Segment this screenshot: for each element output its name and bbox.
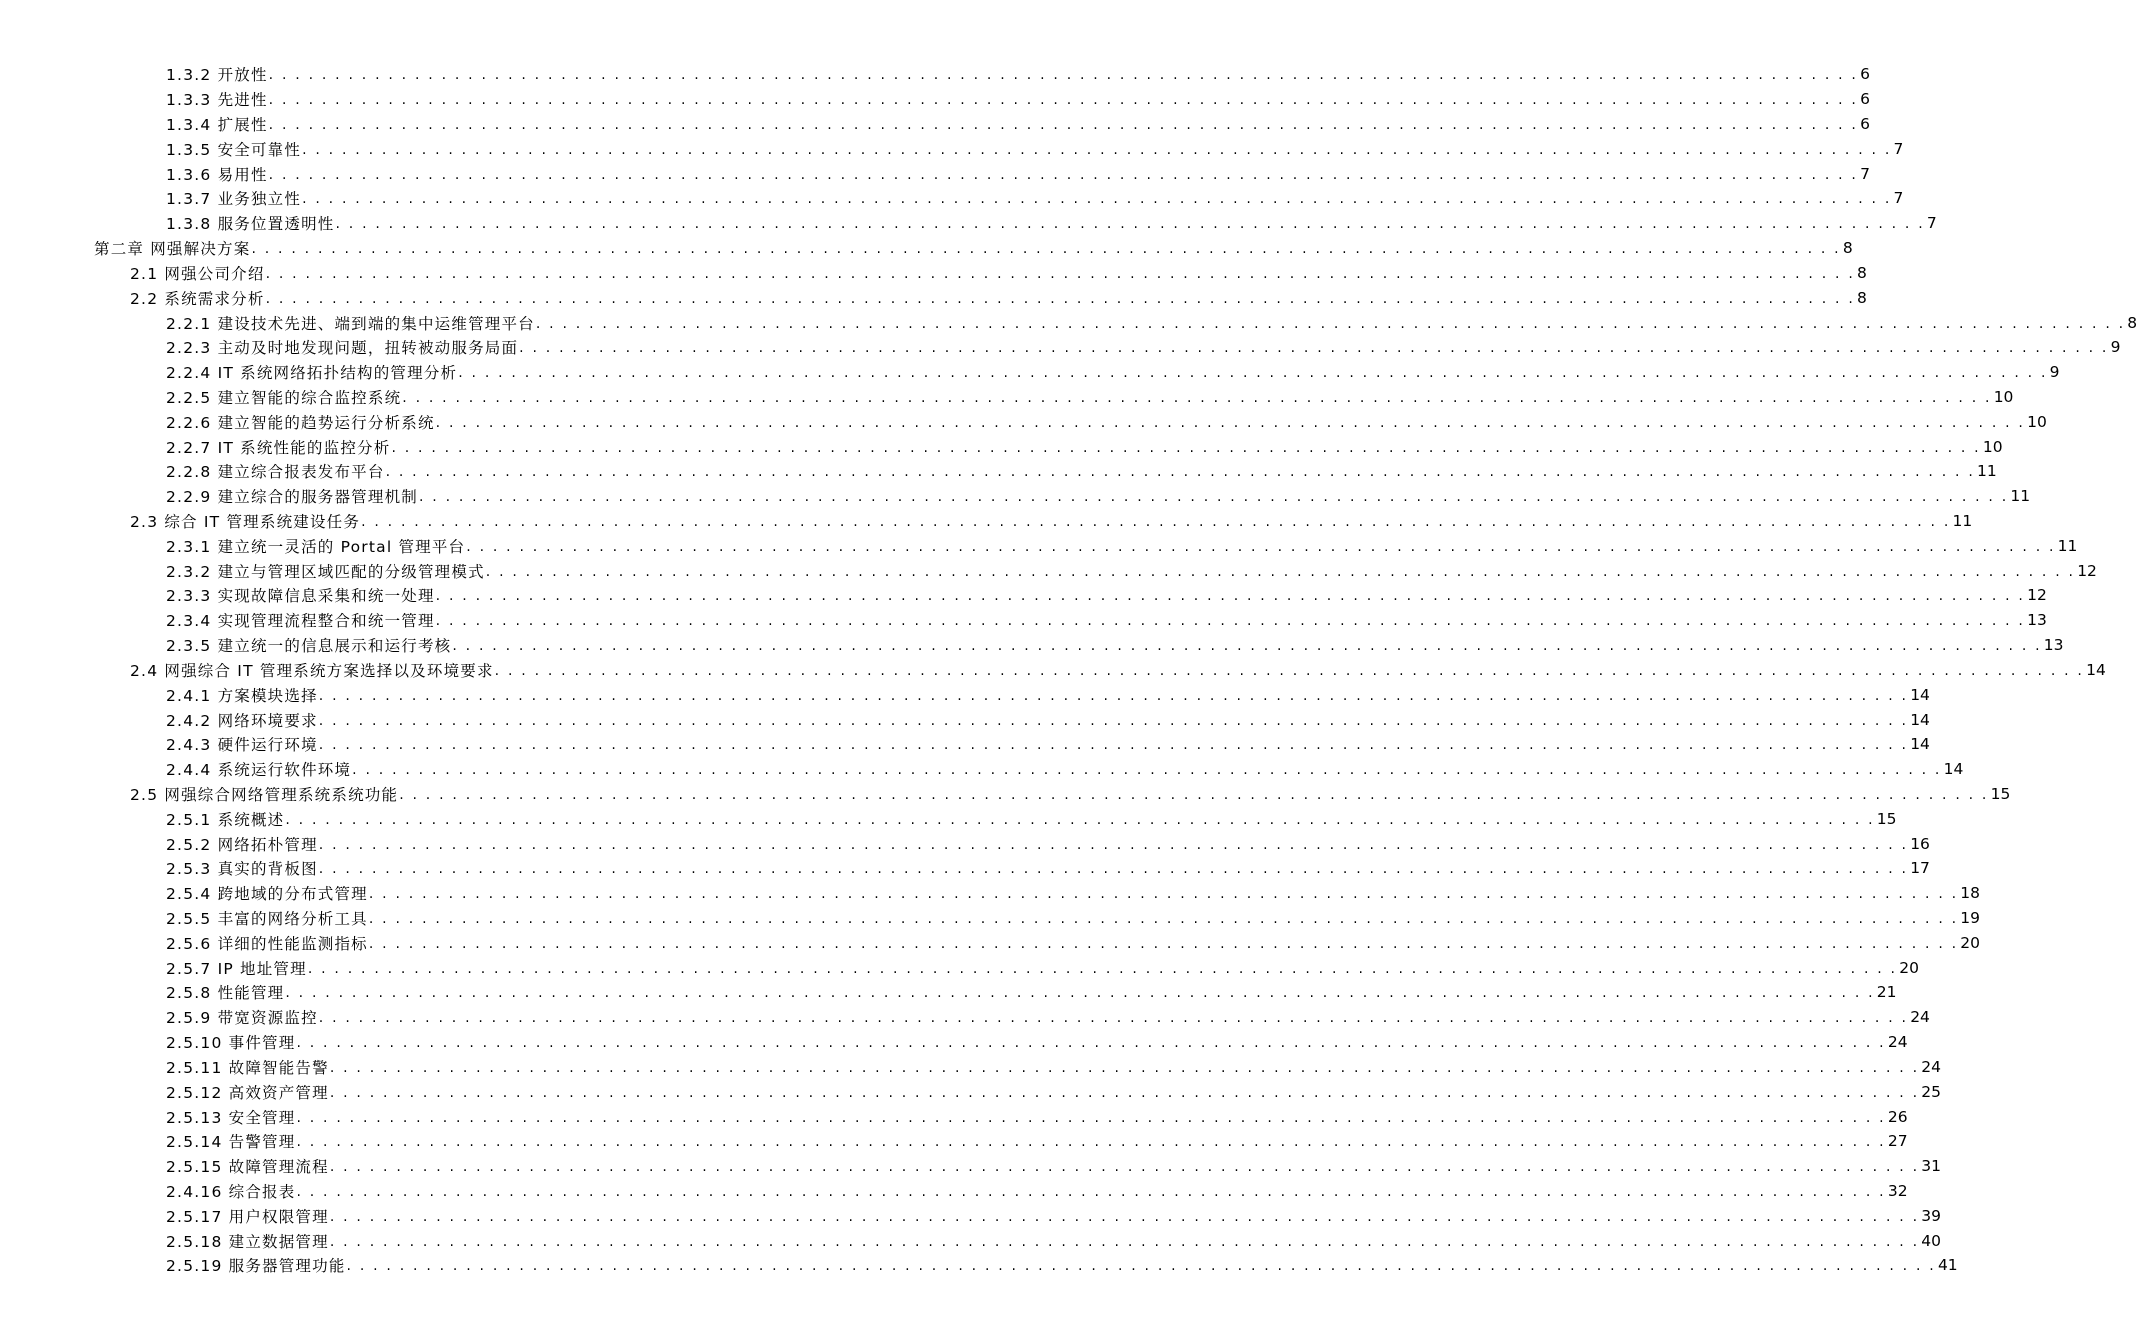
toc-entry[interactable] <box>0 1203 1941 1228</box>
toc-entry[interactable] <box>0 930 1981 955</box>
toc-entry-title: 2.5.9 带宽资源监控 <box>166 1009 318 1028</box>
table-of-contents <box>0 62 2137 1278</box>
toc-entry[interactable] <box>0 335 2121 360</box>
toc-entry-title: 2.3.4 实现管理流程整合和统一管理 <box>166 612 435 631</box>
toc-entry-page-number: 14 <box>2086 660 2106 679</box>
toc-entry-title: 2.5.13 安全管理 <box>166 1108 296 1127</box>
toc-entry[interactable] <box>0 1079 1941 1104</box>
toc-entry-title: 2.5.18 建立数据管理 <box>166 1232 329 1251</box>
toc-entry-page-number: 9 <box>2049 363 2060 382</box>
toc-dot-leader: . . . . . . . . . . . . . . . . . . . . . . . . . . . . . . . . . . . . . . . . . . . . . . . . . . . . . . . . . . . . . . . . . . . . . . . . . . . . . . . . . . . . . . . . . . . . . . . . . . . . . . . . . . . . . . . . . . . . . . . . <box>452 638 2042 655</box>
toc-entry-title: 2.4.1 方案模块选择 <box>166 686 318 705</box>
toc-dot-leader: . . . . . . . . . . . . . . . . . . . . . . . . . . . . . . . . . . . . . . . . . . . . . . . . . . . . . . . . . . . . . . . . . . . . . . . . . . . . . . . . . . . . . . . . . . . . . . . . . . . . . . . . . . . . . . . . . . . . . . . . <box>265 290 1855 307</box>
toc-entry[interactable] <box>0 161 1870 186</box>
toc-entry-page-number: 32 <box>1887 1181 1908 1200</box>
toc-dot-leader: . . . . . . . . . . . . . . . . . . . . . . . . . . . . . . . . . . . . . . . . . . . . . . . . . . . . . . . . . . . . . . . . . . . . . . . . . . . . . . . . . . . . . . . . . . . . . . . . . . . . . . . . . . . . . . . . . . . . . . . . <box>318 712 1909 729</box>
toc-entry-title: 2.3.3 实现故障信息采集和统一处理 <box>166 587 435 606</box>
toc-dot-leader: . . . . . . . . . . . . . . . . . . . . . . . . . . . . . . . . . . . . . . . . . . . . . . . . . . . . . . . . . . . . . . . . . . . . . . . . . . . . . . . . . . . . . . . . . . . . . . . . . . . . . . . . . . . . . . . . . . . . . . . . <box>535 315 2126 332</box>
toc-entry-page-number: 14 <box>1910 685 1930 704</box>
toc-dot-leader: . . . . . . . . . . . . . . . . . . . . . . . . . . . . . . . . . . . . . . . . . . . . . . . . . . . . . . . . . . . . . . . . . . . . . . . . . . . . . . . . . . . . . . . . . . . . . . . . . . . . . . . . . . . . . . . . . . . . . . . . <box>307 960 1898 977</box>
toc-entry[interactable] <box>0 533 2078 558</box>
toc-entry-page-number: 40 <box>1921 1231 1941 1250</box>
toc-entry-title: 2.5.12 高效资产管理 <box>166 1083 329 1102</box>
toc-entry-title: 2.2 系统需求分析 <box>130 289 265 308</box>
toc-entry-title: 2.5.6 详细的性能监测指标 <box>166 934 368 953</box>
toc-entry-title: 2.2.1 建设技术先进、端到端的集中运维管理平台 <box>166 314 535 333</box>
toc-entry-title: 2.5.7 IP 地址管理 <box>166 959 307 978</box>
toc-entry-title: 2.2.4 IT 系统网络拓扑结构的管理分析 <box>166 364 458 383</box>
toc-entry[interactable] <box>0 112 1870 137</box>
toc-entry-title: 2.5.15 故障管理流程 <box>166 1158 329 1177</box>
toc-entry[interactable] <box>0 1179 1908 1204</box>
toc-entry[interactable] <box>0 211 1937 236</box>
toc-entry-page-number: 25 <box>1921 1082 1941 1101</box>
toc-dot-leader: . . . . . . . . . . . . . . . . . . . . . . . . . . . . . . . . . . . . . . . . . . . . . . . . . . . . . . . . . . . . . . . . . . . . . . . . . . . . . . . . . . . . . . . . . . . . . . . . . . . . . . . . . . . . . . . . . . . . . . . . <box>268 67 1859 84</box>
toc-entry-page-number: 13 <box>2043 636 2064 655</box>
toc-entry-title: 2.5 网强综合网络管理系统系统功能 <box>130 785 399 804</box>
toc-entry[interactable] <box>0 831 1930 856</box>
toc-entry[interactable] <box>0 782 2011 807</box>
toc-entry-page-number: 26 <box>1887 1107 1908 1126</box>
toc-dot-leader: . . . . . . . . . . . . . . . . . . . . . . . . . . . . . . . . . . . . . . . . . . . . . . . . . . . . . . . . . . . . . . . . . . . . . . . . . . . . . . . . . . . . . . . . . . . . . . . . . . . . . . . . . . . . . . . . . . . . . . . . <box>251 241 1841 258</box>
toc-dot-leader: . . . . . . . . . . . . . . . . . . . . . . . . . . . . . . . . . . . . . . . . . . . . . . . . . . . . . . . . . . . . . . . . . . . . . . . . . . . . . . . . . . . . . . . . . . . . . . . . . . . . . . . . . . . . . . . . . . . . . . . . <box>435 414 2026 431</box>
toc-entry[interactable] <box>0 980 1897 1005</box>
toc-entry-page-number: 14 <box>1910 735 1930 754</box>
toc-entry[interactable] <box>0 310 2137 335</box>
toc-dot-leader: . . . . . . . . . . . . . . . . . . . . . . . . . . . . . . . . . . . . . . . . . . . . . . . . . . . . . . . . . . . . . . . . . . . . . . . . . . . . . . . . . . . . . . . . . . . . . . . . . . . . . . . . . . . . . . . . . . . . . . . . <box>268 166 1859 183</box>
toc-dot-leader: . . . . . . . . . . . . . . . . . . . . . . . . . . . . . . . . . . . . . . . . . . . . . . . . . . . . . . . . . . . . . . . . . . . . . . . . . . . . . . . . . . . . . . . . . . . . . . . . . . . . . . . . . . . . . . . . . . . . . . . . <box>494 662 2085 679</box>
toc-dot-leader: . . . . . . . . . . . . . . . . . . . . . . . . . . . . . . . . . . . . . . . . . . . . . . . . . . . . . . . . . . . . . . . . . . . . . . . . . . . . . . . . . . . . . . . . . . . . . . . . . . . . . . . . . . . . . . . . . . . . . . . . <box>296 1109 1886 1126</box>
toc-entry-page-number: 12 <box>2077 561 2097 580</box>
toc-entry[interactable] <box>0 1055 1941 1080</box>
toc-entry-page-number: 6 <box>1860 65 1870 84</box>
toc-entry-page-number: 11 <box>1952 512 1973 531</box>
toc-entry-title: 2.4.2 网络环境要求 <box>166 711 318 730</box>
toc-entry-title: 2.2.6 建立智能的趋势运行分析系统 <box>166 413 435 432</box>
toc-dot-leader: . . . . . . . . . . . . . . . . . . . . . . . . . . . . . . . . . . . . . . . . . . . . . . . . . . . . . . . . . . . . . . . . . . . . . . . . . . . . . . . . . . . . . . . . . . . . . . . . . . . . . . . . . . . . . . . . . . . . . . . . <box>335 216 1925 233</box>
toc-entry-page-number: 7 <box>1860 164 1870 183</box>
toc-dot-leader: . . . . . . . . . . . . . . . . . . . . . . . . . . . . . . . . . . . . . . . . . . . . . . . . . . . . . . . . . . . . . . . . . . . . . . . . . . . . . . . . . . . . . . . . . . . . . . . . . . . . . . . . . . . . . . . . . . . . . . . . <box>265 265 1855 282</box>
toc-dot-leader: . . . . . . . . . . . . . . . . . . . . . . . . . . . . . . . . . . . . . . . . . . . . . . . . . . . . . . . . . . . . . . . . . . . . . . . . . . . . . . . . . . . . . . . . . . . . . . . . . . . . . . . . . . . . . . . . . . . . . . . . <box>329 1208 1920 1225</box>
toc-entry-page-number: 11 <box>2057 536 2078 555</box>
toc-dot-leader: . . . . . . . . . . . . . . . . . . . . . . . . . . . . . . . . . . . . . . . . . . . . . . . . . . . . . . . . . . . . . . . . . . . . . . . . . . . . . . . . . . . . . . . . . . . . . . . . . . . . . . . . . . . . . . . . . . . . . . . . <box>329 1159 1920 1176</box>
toc-entry[interactable] <box>0 583 2047 608</box>
toc-entry[interactable] <box>0 906 1981 931</box>
toc-entry[interactable] <box>0 385 2014 410</box>
toc-dot-leader: . . . . . . . . . . . . . . . . . . . . . . . . . . . . . . . . . . . . . . . . . . . . . . . . . . . . . . . . . . . . . . . . . . . . . . . . . . . . . . . . . . . . . . . . . . . . . . . . . . . . . . . . . . . . . . . . . . . . . . . . <box>318 861 1909 878</box>
toc-entry-title: 2.1 网强公司介绍 <box>130 264 265 283</box>
toc-entry[interactable] <box>0 484 2031 509</box>
toc-dot-leader: . . . . . . . . . . . . . . . . . . . . . . . . . . . . . . . . . . . . . . . . . . . . . . . . . . . . . . . . . . . . . . . . . . . . . . . . . . . . . . . . . . . . . . . . . . . . . . . . . . . . . . . . . . . . . . . . . . . . . . . . <box>391 439 1981 456</box>
toc-dot-leader: . . . . . . . . . . . . . . . . . . . . . . . . . . . . . . . . . . . . . . . . . . . . . . . . . . . . . . . . . . . . . . . . . . . . . . . . . . . . . . . . . . . . . . . . . . . . . . . . . . . . . . . . . . . . . . . . . . . . . . . . <box>285 811 1875 828</box>
toc-entry-page-number: 20 <box>1960 933 1981 952</box>
toc-entry[interactable] <box>0 558 2097 583</box>
toc-entry-title: 2.5.10 事件管理 <box>166 1034 296 1053</box>
toc-entry[interactable] <box>0 658 2106 683</box>
toc-entry[interactable] <box>0 360 2060 385</box>
toc-entry-page-number: 17 <box>1910 859 1930 878</box>
toc-entry[interactable] <box>0 1005 1930 1030</box>
toc-entry-page-number: 6 <box>1860 90 1870 109</box>
toc-entry[interactable] <box>0 633 2064 658</box>
toc-entry-page-number: 7 <box>1926 214 1937 233</box>
toc-entry-title: 2.2.7 IT 系统性能的监控分析 <box>166 438 391 457</box>
toc-entry-page-number: 18 <box>1960 884 1981 903</box>
toc-entry-title: 2.5.2 网络拓朴管理 <box>166 835 318 854</box>
toc-entry-title: 1.3.5 安全可靠性 <box>166 140 302 159</box>
toc-dot-leader: . . . . . . . . . . . . . . . . . . . . . . . . . . . . . . . . . . . . . . . . . . . . . . . . . . . . . . . . . . . . . . . . . . . . . . . . . . . . . . . . . . . . . . . . . . . . . . . . . . . . . . . . . . . . . . . . . . . . . . . . <box>368 911 1959 928</box>
toc-dot-leader: . . . . . . . . . . . . . . . . . . . . . . . . . . . . . . . . . . . . . . . . . . . . . . . . . . . . . . . . . . . . . . . . . . . . . . . . . . . . . . . . . . . . . . . . . . . . . . . . . . . . . . . . . . . . . . . . . . . . . . . . <box>296 1035 1886 1052</box>
toc-dot-leader: . . . . . . . . . . . . . . . . . . . . . . . . . . . . . . . . . . . . . . . . . . . . . . . . . . . . . . . . . . . . . . . . . . . . . . . . . . . . . . . . . . . . . . . . . . . . . . . . . . . . . . . . . . . . . . . . . . . . . . . . <box>296 1134 1886 1151</box>
toc-entry-title: 2.5.11 故障智能告警 <box>166 1058 329 1077</box>
toc-entry[interactable] <box>0 757 1964 782</box>
toc-dot-leader: . . . . . . . . . . . . . . . . . . . . . . . . . . . . . . . . . . . . . . . . . . . . . . . . . . . . . . . . . . . . . . . . . . . . . . . . . . . . . . . . . . . . . . . . . . . . . . . . . . . . . . . . . . . . . . . . . . . . . . . . <box>361 514 1951 531</box>
toc-entry-page-number: 41 <box>1937 1256 1958 1275</box>
toc-entry-page-number: 10 <box>2027 412 2047 431</box>
toc-entry-title: 2.2.3 主动及时地发现问题，扭转被动服务局面 <box>166 339 519 358</box>
toc-entry-title: 2.5.1 系统概述 <box>166 810 285 829</box>
toc-dot-leader: . . . . . . . . . . . . . . . . . . . . . . . . . . . . . . . . . . . . . . . . . . . . . . . . . . . . . . . . . . . . . . . . . . . . . . . . . . . . . . . . . . . . . . . . . . . . . . . . . . . . . . . . . . . . . . . . . . . . . . . . <box>302 141 1892 158</box>
toc-entry-title: 1.3.8 服务位置透明性 <box>166 215 335 234</box>
toc-dot-leader: . . . . . . . . . . . . . . . . . . . . . . . . . . . . . . . . . . . . . . . . . . . . . . . . . . . . . . . . . . . . . . . . . . . . . . . . . . . . . . . . . . . . . . . . . . . . . . . . . . . . . . . . . . . . . . . . . . . . . . . . <box>352 762 1942 779</box>
toc-entry[interactable] <box>0 682 1930 707</box>
toc-dot-leader: . . . . . . . . . . . . . . . . . . . . . . . . . . . . . . . . . . . . . . . . . . . . . . . . . . . . . . . . . . . . . . . . . . . . . . . . . . . . . . . . . . . . . . . . . . . . . . . . . . . . . . . . . . . . . . . . . . . . . . . . <box>285 985 1875 1002</box>
toc-entry[interactable] <box>0 186 1904 211</box>
toc-entry-page-number: 8 <box>1856 288 1867 307</box>
toc-dot-leader: . . . . . . . . . . . . . . . . . . . . . . . . . . . . . . . . . . . . . . . . . . . . . . . . . . . . . . . . . . . . . . . . . . . . . . . . . . . . . . . . . . . . . . . . . . . . . . . . . . . . . . . . . . . . . . . . . . . . . . . . <box>385 464 1975 481</box>
toc-entry-title: 1.3.2 开放性 <box>166 66 268 85</box>
toc-entry-page-number: 15 <box>1990 784 2011 803</box>
toc-dot-leader: . . . . . . . . . . . . . . . . . . . . . . . . . . . . . . . . . . . . . . . . . . . . . . . . . . . . . . . . . . . . . . . . . . . . . . . . . . . . . . . . . . . . . . . . . . . . . . . . . . . . . . . . . . . . . . . . . . . . . . . . <box>368 935 1959 952</box>
toc-entry-title: 2.2.8 建立综合报表发布平台 <box>166 463 385 482</box>
toc-entry-title: 2.4.3 硬件运行环境 <box>166 736 318 755</box>
toc-entry-title: 1.3.6 易用性 <box>166 165 268 184</box>
toc-entry[interactable] <box>0 806 1897 831</box>
toc-dot-leader: . . . . . . . . . . . . . . . . . . . . . . . . . . . . . . . . . . . . . . . . . . . . . . . . . . . . . . . . . . . . . . . . . . . . . . . . . . . . . . . . . . . . . . . . . . . . . . . . . . . . . . . . . . . . . . . . . . . . . . . . <box>302 191 1892 208</box>
toc-entry-page-number: 13 <box>2027 611 2047 630</box>
toc-entry[interactable] <box>0 459 1997 484</box>
toc-entry[interactable] <box>0 1253 1958 1278</box>
toc-entry-page-number: 11 <box>2010 487 2031 506</box>
toc-entry-title: 2.2.5 建立智能的综合监控系统 <box>166 388 402 407</box>
toc-entry-page-number: 14 <box>1910 710 1930 729</box>
toc-entry[interactable] <box>0 434 2003 459</box>
toc-entry-title: 1.3.7 业务独立性 <box>166 190 302 209</box>
toc-entry-page-number: 24 <box>1887 1033 1908 1052</box>
toc-entry-title: 2.5.17 用户权限管理 <box>166 1207 329 1226</box>
toc-entry[interactable] <box>0 285 1867 310</box>
toc-entry-title: 2.3 综合 IT 管理系统建设任务 <box>130 513 361 532</box>
toc-dot-leader: . . . . . . . . . . . . . . . . . . . . . . . . . . . . . . . . . . . . . . . . . . . . . . . . . . . . . . . . . . . . . . . . . . . . . . . . . . . . . . . . . . . . . . . . . . . . . . . . . . . . . . . . . . . . . . . . . . . . . . . . <box>485 563 2076 580</box>
toc-entry-page-number: 10 <box>1982 437 2003 456</box>
toc-entry[interactable] <box>0 732 1930 757</box>
toc-dot-leader: . . . . . . . . . . . . . . . . . . . . . . . . . . . . . . . . . . . . . . . . . . . . . . . . . . . . . . . . . . . . . . . . . . . . . . . . . . . . . . . . . . . . . . . . . . . . . . . . . . . . . . . . . . . . . . . . . . . . . . . . <box>329 1233 1920 1250</box>
toc-entry-page-number: 7 <box>1893 189 1904 208</box>
toc-entry-page-number: 24 <box>1910 1008 1930 1027</box>
toc-entry-page-number: 20 <box>1899 958 1919 977</box>
toc-entry-page-number: 10 <box>1993 387 2014 406</box>
toc-entry-page-number: 16 <box>1910 834 1930 853</box>
toc-dot-leader: . . . . . . . . . . . . . . . . . . . . . . . . . . . . . . . . . . . . . . . . . . . . . . . . . . . . . . . . . . . . . . . . . . . . . . . . . . . . . . . . . . . . . . . . . . . . . . . . . . . . . . . . . . . . . . . . . . . . . . . . <box>458 365 2048 382</box>
toc-entry-page-number: 14 <box>1943 760 1964 779</box>
toc-dot-leader: . . . . . . . . . . . . . . . . . . . . . . . . . . . . . . . . . . . . . . . . . . . . . . . . . . . . . . . . . . . . . . . . . . . . . . . . . . . . . . . . . . . . . . . . . . . . . . . . . . . . . . . . . . . . . . . . . . . . . . . . <box>318 1010 1909 1027</box>
toc-dot-leader: . . . . . . . . . . . . . . . . . . . . . . . . . . . . . . . . . . . . . . . . . . . . . . . . . . . . . . . . . . . . . . . . . . . . . . . . . . . . . . . . . . . . . . . . . . . . . . . . . . . . . . . . . . . . . . . . . . . . . . . . <box>399 786 1989 803</box>
toc-entry[interactable] <box>0 608 2047 633</box>
toc-entry-page-number: 31 <box>1921 1157 1941 1176</box>
toc-entry[interactable] <box>0 509 1973 534</box>
toc-dot-leader: . . . . . . . . . . . . . . . . . . . . . . . . . . . . . . . . . . . . . . . . . . . . . . . . . . . . . . . . . . . . . . . . . . . . . . . . . . . . . . . . . . . . . . . . . . . . . . . . . . . . . . . . . . . . . . . . . . . . . . . . <box>435 613 2026 630</box>
toc-dot-leader: . . . . . . . . . . . . . . . . . . . . . . . . . . . . . . . . . . . . . . . . . . . . . . . . . . . . . . . . . . . . . . . . . . . . . . . . . . . . . . . . . . . . . . . . . . . . . . . . . . . . . . . . . . . . . . . . . . . . . . . . <box>368 886 1959 903</box>
toc-dot-leader: . . . . . . . . . . . . . . . . . . . . . . . . . . . . . . . . . . . . . . . . . . . . . . . . . . . . . . . . . . . . . . . . . . . . . . . . . . . . . . . . . . . . . . . . . . . . . . . . . . . . . . . . . . . . . . . . . . . . . . . . <box>519 340 2109 357</box>
toc-entry[interactable] <box>0 136 1904 161</box>
toc-entry-page-number: 15 <box>1876 809 1897 828</box>
toc-entry-title: 2.4 网强综合 IT 管理系统方案选择以及环境要求 <box>130 661 494 680</box>
toc-entry[interactable] <box>0 87 1870 112</box>
toc-entry-page-number: 8 <box>1856 263 1867 282</box>
toc-entry-page-number: 27 <box>1887 1132 1908 1151</box>
toc-dot-leader: . . . . . . . . . . . . . . . . . . . . . . . . . . . . . . . . . . . . . . . . . . . . . . . . . . . . . . . . . . . . . . . . . . . . . . . . . . . . . . . . . . . . . . . . . . . . . . . . . . . . . . . . . . . . . . . . . . . . . . . . <box>402 389 1992 406</box>
toc-entry-title: 1.3.3 先进性 <box>166 91 268 110</box>
toc-entry[interactable] <box>0 236 1853 261</box>
toc-entry-page-number: 12 <box>2027 586 2047 605</box>
toc-dot-leader: . . . . . . . . . . . . . . . . . . . . . . . . . . . . . . . . . . . . . . . . . . . . . . . . . . . . . . . . . . . . . . . . . . . . . . . . . . . . . . . . . . . . . . . . . . . . . . . . . . . . . . . . . . . . . . . . . . . . . . . . <box>268 92 1859 109</box>
toc-dot-leader: . . . . . . . . . . . . . . . . . . . . . . . . . . . . . . . . . . . . . . . . . . . . . . . . . . . . . . . . . . . . . . . . . . . . . . . . . . . . . . . . . . . . . . . . . . . . . . . . . . . . . . . . . . . . . . . . . . . . . . . . <box>466 538 2056 555</box>
toc-entry-title: 2.3.2 建立与管理区域匹配的分级管理模式 <box>166 562 485 581</box>
toc-dot-leader: . . . . . . . . . . . . . . . . . . . . . . . . . . . . . . . . . . . . . . . . . . . . . . . . . . . . . . . . . . . . . . . . . . . . . . . . . . . . . . . . . . . . . . . . . . . . . . . . . . . . . . . . . . . . . . . . . . . . . . . . <box>296 1183 1886 1200</box>
toc-dot-leader: . . . . . . . . . . . . . . . . . . . . . . . . . . . . . . . . . . . . . . . . . . . . . . . . . . . . . . . . . . . . . . . . . . . . . . . . . . . . . . . . . . . . . . . . . . . . . . . . . . . . . . . . . . . . . . . . . . . . . . . . <box>418 489 2009 506</box>
toc-entry[interactable] <box>0 1154 1941 1179</box>
toc-entry[interactable] <box>0 261 1867 286</box>
toc-dot-leader: . . . . . . . . . . . . . . . . . . . . . . . . . . . . . . . . . . . . . . . . . . . . . . . . . . . . . . . . . . . . . . . . . . . . . . . . . . . . . . . . . . . . . . . . . . . . . . . . . . . . . . . . . . . . . . . . . . . . . . . . <box>346 1258 1936 1275</box>
toc-entry-title: 第二章 网强解决方案 <box>94 240 251 259</box>
toc-entry-title: 1.3.4 扩展性 <box>166 116 268 135</box>
toc-entry-page-number: 24 <box>1921 1057 1941 1076</box>
toc-entry-title: 2.2.9 建立综合的服务器管理机制 <box>166 488 418 507</box>
toc-entry[interactable] <box>0 62 1870 87</box>
toc-entry-page-number: 21 <box>1876 983 1897 1002</box>
toc-entry-title: 2.5.3 真实的背板图 <box>166 860 318 879</box>
toc-entry[interactable] <box>0 707 1930 732</box>
toc-dot-leader: . . . . . . . . . . . . . . . . . . . . . . . . . . . . . . . . . . . . . . . . . . . . . . . . . . . . . . . . . . . . . . . . . . . . . . . . . . . . . . . . . . . . . . . . . . . . . . . . . . . . . . . . . . . . . . . . . . . . . . . . <box>329 1059 1920 1076</box>
toc-entry-page-number: 9 <box>2110 338 2121 357</box>
toc-dot-leader: . . . . . . . . . . . . . . . . . . . . . . . . . . . . . . . . . . . . . . . . . . . . . . . . . . . . . . . . . . . . . . . . . . . . . . . . . . . . . . . . . . . . . . . . . . . . . . . . . . . . . . . . . . . . . . . . . . . . . . . . <box>318 687 1909 704</box>
toc-entry-title: 2.3.1 建立统一灵活的 Portal 管理平台 <box>166 537 466 556</box>
toc-entry-title: 2.5.19 服务器管理功能 <box>166 1257 346 1276</box>
toc-entry-page-number: 8 <box>1842 239 1853 258</box>
toc-entry-page-number: 8 <box>2127 313 2137 332</box>
toc-entry-page-number: 7 <box>1893 139 1904 158</box>
toc-entry[interactable] <box>0 955 1919 980</box>
toc-entry-title: 2.4.16 综合报表 <box>166 1182 296 1201</box>
toc-entry[interactable] <box>0 409 2047 434</box>
toc-entry-title: 2.5.14 告警管理 <box>166 1133 296 1152</box>
toc-entry-title: 2.5.4 跨地域的分布式管理 <box>166 885 368 904</box>
toc-entry[interactable] <box>0 856 1930 881</box>
toc-entry-title: 2.4.4 系统运行软件环境 <box>166 761 352 780</box>
toc-dot-leader: . . . . . . . . . . . . . . . . . . . . . . . . . . . . . . . . . . . . . . . . . . . . . . . . . . . . . . . . . . . . . . . . . . . . . . . . . . . . . . . . . . . . . . . . . . . . . . . . . . . . . . . . . . . . . . . . . . . . . . . . <box>435 588 2026 605</box>
toc-entry-page-number: 19 <box>1960 909 1981 928</box>
toc-entry-page-number: 6 <box>1860 115 1870 134</box>
toc-entry-page-number: 11 <box>1976 462 1997 481</box>
toc-dot-leader: . . . . . . . . . . . . . . . . . . . . . . . . . . . . . . . . . . . . . . . . . . . . . . . . . . . . . . . . . . . . . . . . . . . . . . . . . . . . . . . . . . . . . . . . . . . . . . . . . . . . . . . . . . . . . . . . . . . . . . . . <box>268 117 1859 134</box>
toc-dot-leader: . . . . . . . . . . . . . . . . . . . . . . . . . . . . . . . . . . . . . . . . . . . . . . . . . . . . . . . . . . . . . . . . . . . . . . . . . . . . . . . . . . . . . . . . . . . . . . . . . . . . . . . . . . . . . . . . . . . . . . . . <box>329 1084 1920 1101</box>
toc-entry-title: 2.3.5 建立统一的信息展示和运行考核 <box>166 637 452 656</box>
toc-entry-title: 2.5.5 丰富的网络分析工具 <box>166 910 368 929</box>
toc-dot-leader: . . . . . . . . . . . . . . . . . . . . . . . . . . . . . . . . . . . . . . . . . . . . . . . . . . . . . . . . . . . . . . . . . . . . . . . . . . . . . . . . . . . . . . . . . . . . . . . . . . . . . . . . . . . . . . . . . . . . . . . . <box>318 836 1909 853</box>
toc-entry[interactable] <box>0 1228 1941 1253</box>
toc-entry[interactable] <box>0 1104 1908 1129</box>
toc-entry-title: 2.5.8 性能管理 <box>166 984 285 1003</box>
toc-entry-page-number: 39 <box>1921 1206 1941 1225</box>
toc-entry[interactable] <box>0 1030 1908 1055</box>
toc-entry[interactable] <box>0 881 1981 906</box>
toc-dot-leader: . . . . . . . . . . . . . . . . . . . . . . . . . . . . . . . . . . . . . . . . . . . . . . . . . . . . . . . . . . . . . . . . . . . . . . . . . . . . . . . . . . . . . . . . . . . . . . . . . . . . . . . . . . . . . . . . . . . . . . . . <box>318 737 1909 754</box>
toc-entry[interactable] <box>0 1129 1908 1154</box>
